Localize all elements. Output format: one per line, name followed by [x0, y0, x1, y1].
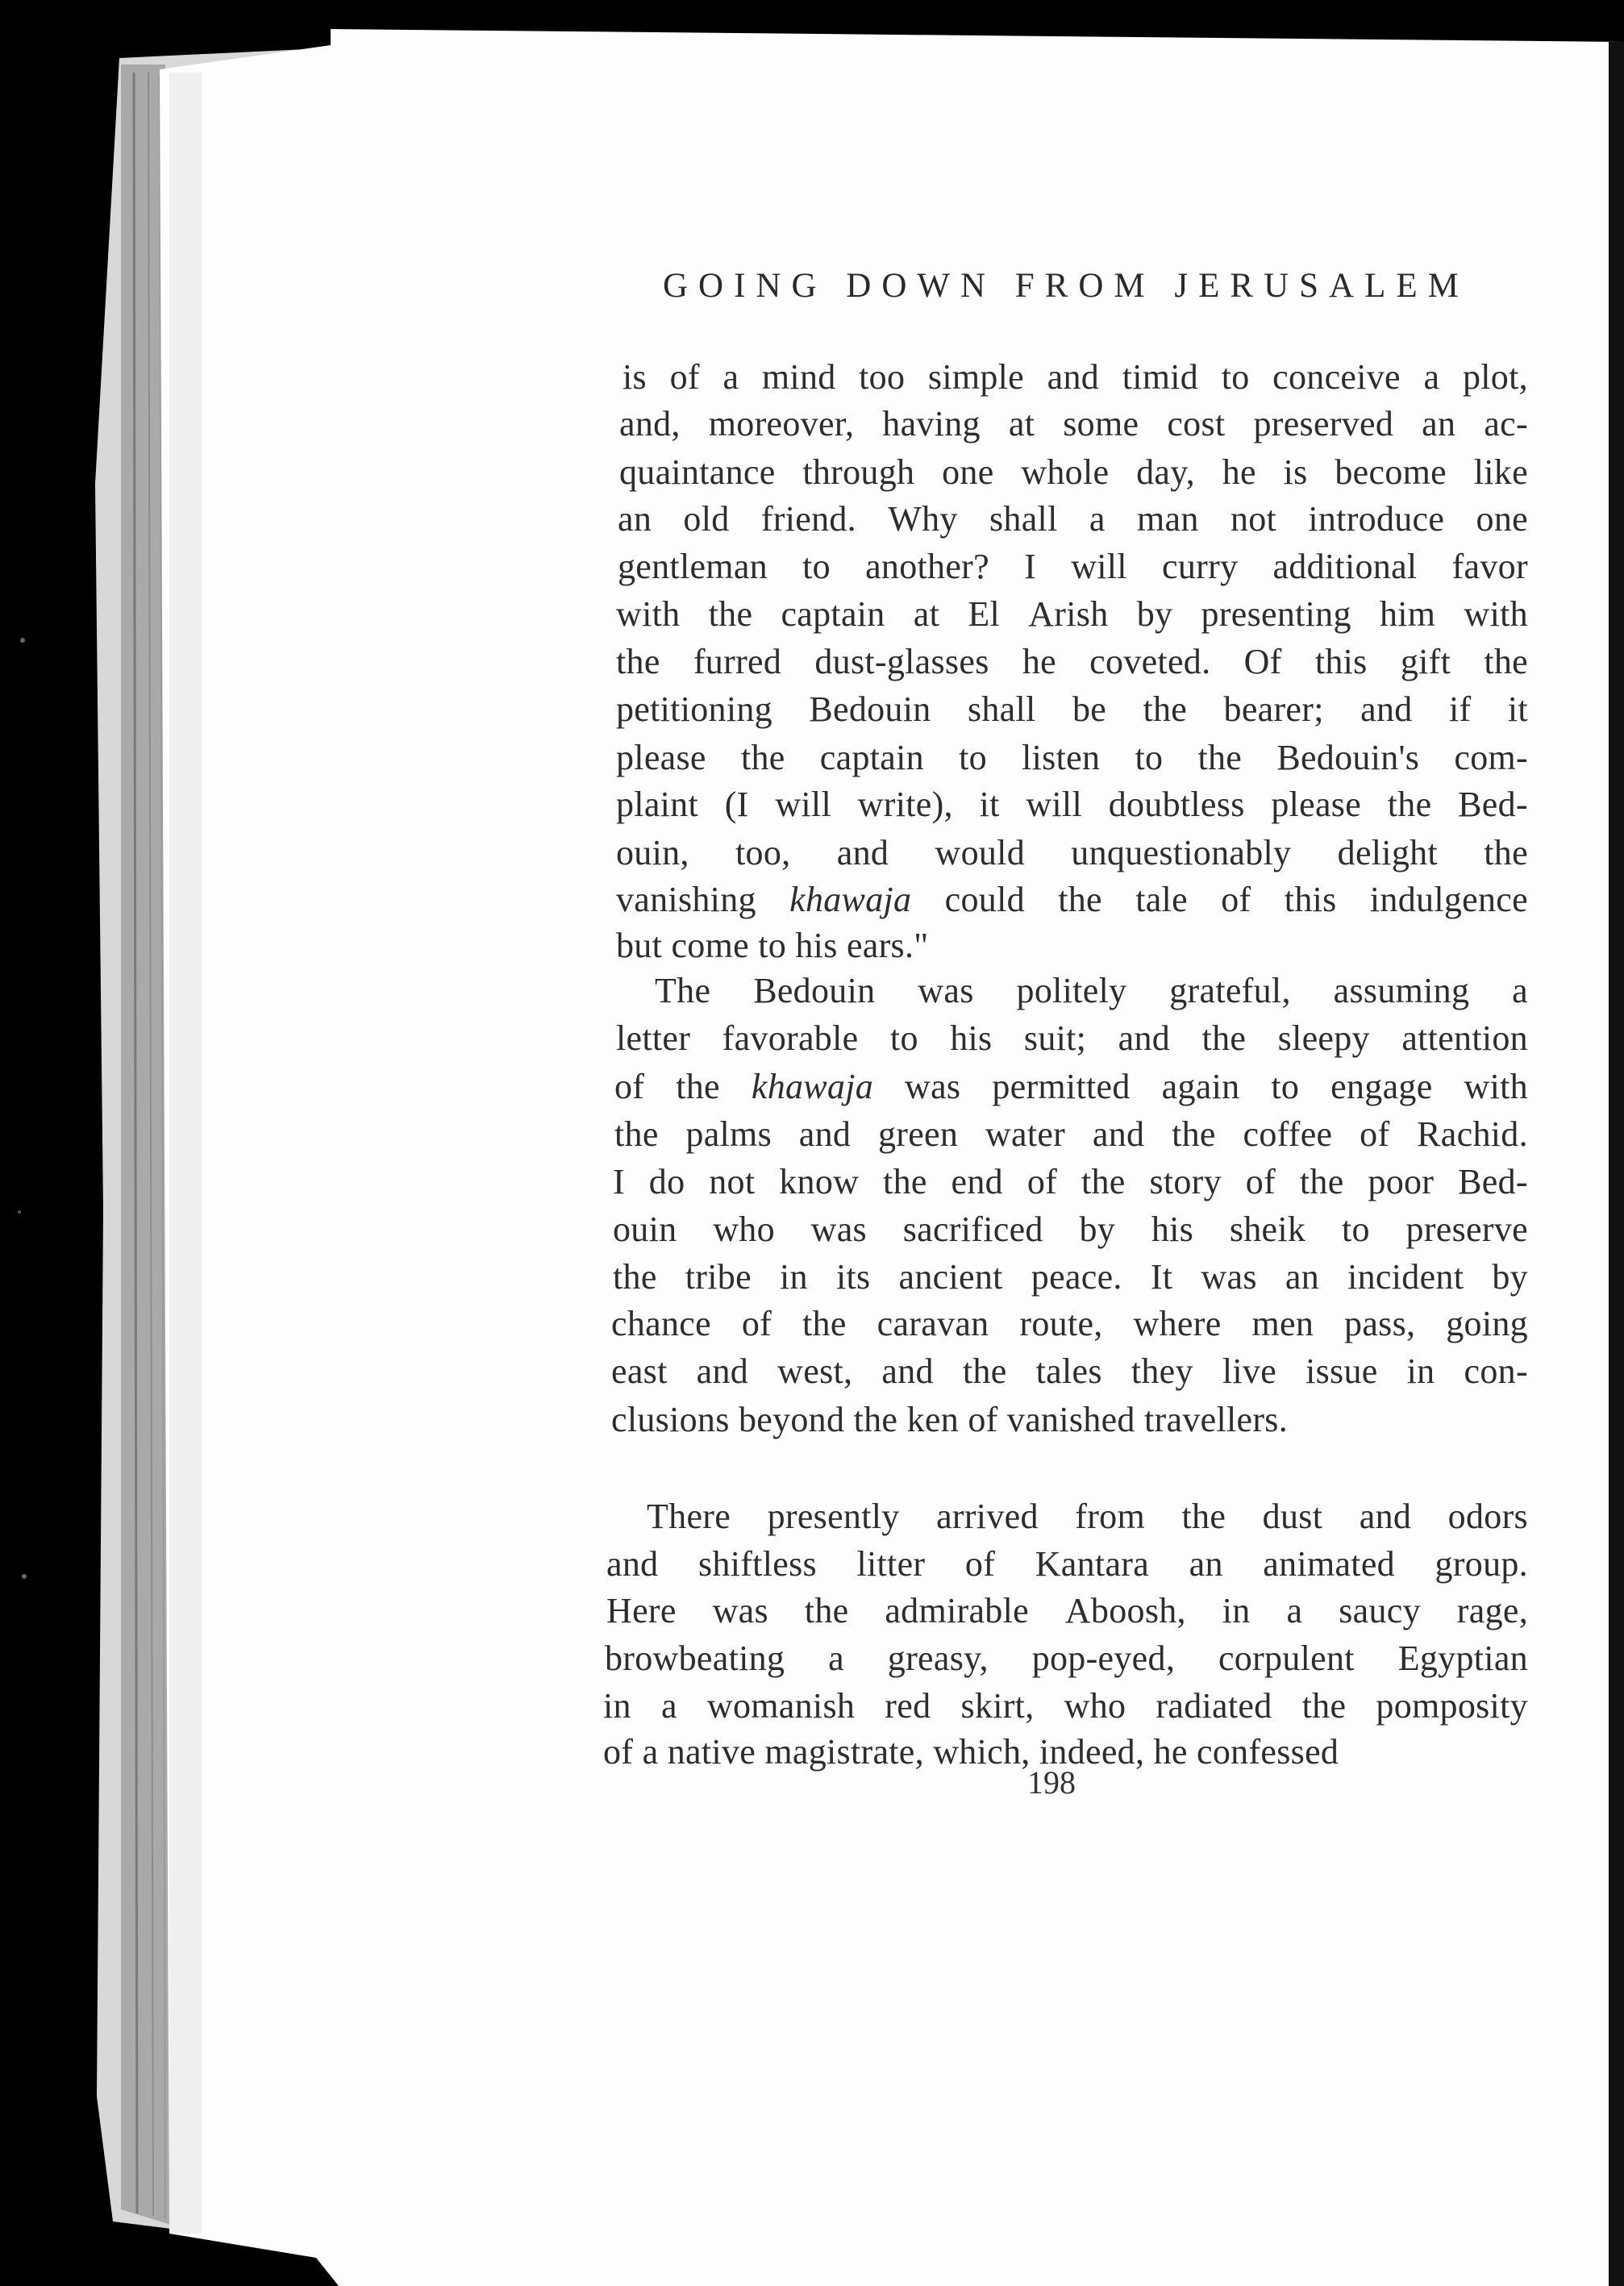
page-number: 198 — [1027, 1764, 1076, 1801]
running-head: GOING DOWN FROM JERUSALEM — [663, 267, 1469, 305]
text-line: please the captain to listen to the Bedouin's com- — [616, 738, 1528, 777]
text-line: The Bedouin was politely grateful, assuming a — [655, 971, 1528, 1010]
text-line: letter favorable to his suit; and the sleepy attention — [616, 1018, 1528, 1058]
text-line: Here was the admirable Aboosh, in a saucy rage, — [606, 1591, 1528, 1630]
text-line: but come to his ears." — [616, 926, 929, 965]
text-line: the palms and green water and the coffee of Rachid. — [614, 1114, 1528, 1154]
text-line: of a native magistrate, which, indeed, he confessed — [603, 1732, 1339, 1772]
text-line: the furred dust-glasses he coveted. Of this gift the — [616, 642, 1528, 681]
text-line: east and west, and the tales they live issue in con- — [611, 1351, 1528, 1391]
text-line: is of a mind too simple and timid to conceive a plot, — [623, 357, 1528, 397]
text-line: browbeating a greasy, pop-eyed, corpulent Egyptian — [605, 1639, 1528, 1678]
text-line: chance of the caravan route, where men pass, going — [611, 1304, 1528, 1343]
text-line: ouin who was sacrificed by his sheik to preserve — [613, 1210, 1528, 1249]
text-line: clusions beyond the ken of vanished travellers. — [611, 1400, 1289, 1439]
text-line: of the khawaja was permitted again to engage with — [614, 1067, 1528, 1106]
text-line: plaint (I will write), it will doubtless please the Bed- — [616, 785, 1528, 824]
text-line: in a womanish red skirt, who radiated the pomposity — [603, 1686, 1528, 1726]
text-line: an old friend. Why shall a man not introduce one — [618, 499, 1528, 539]
text-line: There presently arrived from the dust and odors — [647, 1497, 1528, 1536]
text-line: I do not know the end of the story of the poor Bed- — [613, 1162, 1528, 1201]
text-line: quaintance through one whole day, he is become like — [619, 452, 1528, 492]
text-line: gentleman to another? I will curry additional favor — [618, 547, 1528, 586]
text-line: the tribe in its ancient peace. It was an incident by — [613, 1257, 1528, 1297]
text-line: petitioning Bedouin shall be the bearer; and if it — [616, 689, 1528, 729]
text-line: vanishing khawaja could the tale of this indulgence — [616, 880, 1528, 919]
text-line: and, moreover, having at some cost preserved an ac- — [619, 404, 1528, 443]
text-line: and shiftless litter of Kantara an animated group. — [606, 1544, 1528, 1584]
text-line: with the captain at El Arish by presenting him with — [616, 594, 1528, 634]
scan-speck — [20, 638, 25, 643]
text-line: ouin, too, and would unquestionably delight the — [616, 833, 1528, 872]
